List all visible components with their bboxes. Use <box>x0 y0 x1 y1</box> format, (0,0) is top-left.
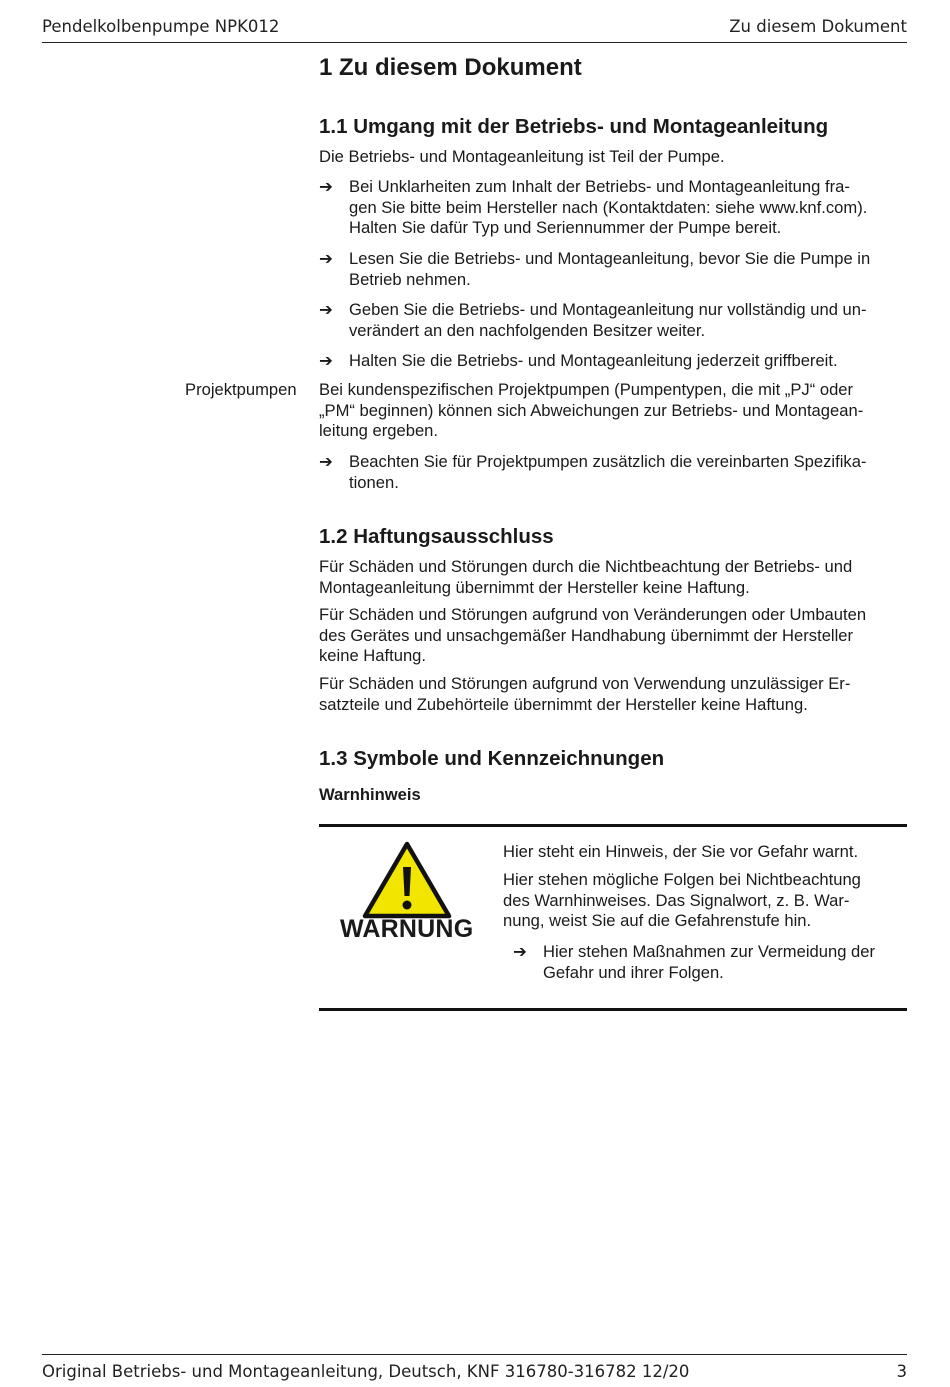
arrow-icon: ➔ <box>513 942 527 961</box>
footer-rule <box>42 1354 907 1355</box>
arrow-icon: ➔ <box>319 300 333 319</box>
section-1-2-title: 1.2 Haftungsausschluss <box>319 525 554 548</box>
section-1-3-title: 1.3 Symbole und Kennzeichnungen <box>319 747 665 770</box>
chapter-title: 1 Zu diesem Dokument <box>319 54 582 81</box>
warning-box-bottom-rule <box>319 1008 907 1011</box>
arrow-icon: ➔ <box>319 452 333 471</box>
warning-consequence-text: Hier stehen mögliche Folgen bei Nichtbeachtung des Warnhinweises. Das Signalwort, z. B. War- nung, weist Sie auf die Gefahrenstufe hin. <box>503 870 861 930</box>
warning-hazard-line: Hier steht ein Hinweis, der Sie vor Gefahr warnt. <box>503 842 859 861</box>
page-number: 3 <box>896 1362 907 1381</box>
warning-box-top-rule <box>319 824 907 827</box>
header-section-title: Zu diesem Dokument <box>729 17 907 36</box>
signal-word: WARNUNG <box>340 915 474 943</box>
section-1-1-title: 1.1 Umgang mit der Betriebs- und Montageanleitung <box>319 115 829 138</box>
footer-doc-info: Original Betriebs- und Montageanleitung, Deutsch, KNF 316780-316782 12/20 <box>42 1362 690 1381</box>
side-label-projektpumpen: Projektpumpen <box>185 380 297 399</box>
warning-triangle-icon <box>362 841 452 919</box>
disclaimer-paragraph: Für Schäden und Störungen aufgrund von Verwendung unzulässiger Er- satzteile und Zubehörteile übernimmt der Hersteller keine Haftung. <box>319 674 851 714</box>
disclaimer-paragraph: Für Schäden und Störungen durch die Nichtbeachtung der Betriebs- und Montageanleitung übernimmt der Hersteller keine Haftung. <box>319 557 853 597</box>
warning-subtitle: Warnhinweis <box>319 785 421 804</box>
header-doc-title: Pendelkolbenpumpe NPK012 <box>42 17 280 36</box>
arrow-icon: ➔ <box>319 351 333 370</box>
header-rule <box>42 42 907 43</box>
arrow-icon: ➔ <box>319 177 333 196</box>
arrow-icon: ➔ <box>319 249 333 268</box>
section-1-1-intro: Die Betriebs- und Montageanleitung ist Teil der Pumpe. <box>319 147 725 166</box>
project-pumps-text: Bei kundenspezifischen Projektpumpen (Pumpentypen, die mit „PJ“ oder „PM“ beginnen) können sich Abweichungen zur Betriebs- und Montagean- leitung ergeben. <box>319 380 864 440</box>
disclaimer-paragraph: Für Schäden und Störungen aufgrund von Veränderungen oder Umbauten des Gerätes und unsachgemäßer Handhabung übernimmt der Hersteller keine Haftung. <box>319 605 867 665</box>
